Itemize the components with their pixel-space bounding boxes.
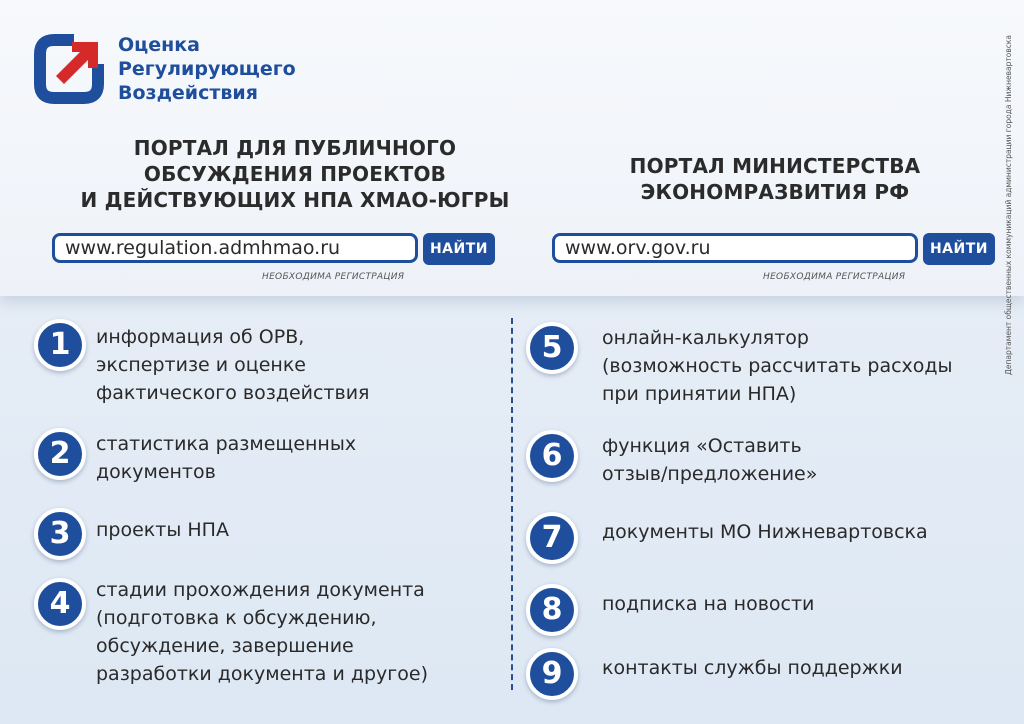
portal-title-line: ПОРТАЛ МИНИСТЕРСТВА (629, 154, 921, 178)
feature-text (602, 324, 953, 408)
orv-logo-icon (34, 34, 104, 104)
portal-left-registration-note: НЕОБХОДИМА РЕГИСТРАЦИЯ (262, 272, 405, 282)
feature-line: экспертизе и оценке (96, 354, 306, 376)
number-badge: 2 (34, 428, 86, 480)
feature-text (602, 432, 817, 488)
logo-line: Воздействия (118, 82, 258, 104)
feature-line: фактического воздействия (96, 382, 370, 404)
feature-line: подписка на новости (602, 593, 815, 615)
number-badge: 3 (34, 508, 86, 560)
number-badge: 5 (526, 322, 578, 374)
feature-text (96, 323, 369, 407)
feature-text (602, 654, 903, 682)
feature-text (96, 430, 356, 486)
number-badge: 6 (526, 430, 578, 482)
feature-text (602, 518, 928, 546)
number-badge: 8 (526, 584, 578, 636)
feature-line: статистика размещенных (96, 433, 357, 455)
feature-line: информация об ОРВ, (96, 326, 305, 348)
portal-left-url-field[interactable]: www.regulation.admhmao.ru (52, 233, 418, 263)
feature-line: отзыв/предложение» (602, 463, 818, 485)
logo-title (118, 33, 296, 105)
feature-line: (подготовка к обсуждению, (96, 607, 377, 629)
feature-text (96, 576, 428, 688)
portal-right-search-button[interactable]: НАЙТИ (923, 233, 995, 265)
side-credit: Департамент общественных коммуникаций администрации города Нижневартовска (1004, 34, 1013, 375)
feature-line: онлайн-калькулятор (602, 327, 809, 349)
number-badge: 1 (34, 319, 86, 371)
feature-line: (возможность рассчитать расходы (602, 355, 953, 377)
portal-right-url-field[interactable]: www.orv.gov.ru (552, 233, 918, 263)
feature-text (602, 590, 814, 618)
feature-line: разработки документа и другое) (96, 663, 428, 685)
portal-left-search-button[interactable]: НАЙТИ (423, 233, 495, 265)
feature-line: документов (96, 461, 216, 483)
logo-line: Регулирующего (118, 58, 296, 80)
column-divider (511, 318, 513, 690)
number-badge: 7 (526, 512, 578, 564)
portal-title-line: ОБСУЖДЕНИЯ ПРОЕКТОВ (143, 162, 447, 186)
portal-title-line: И ДЕЙСТВУЮЩИХ НПА ХМАО-ЮГРЫ (80, 188, 510, 212)
portal-right-registration-note: НЕОБХОДИМА РЕГИСТРАЦИЯ (763, 272, 906, 282)
feature-line: документы МО Нижневартовска (602, 521, 928, 543)
number-badge: 9 (526, 648, 578, 700)
feature-line: стадии прохождения документа (96, 579, 425, 601)
feature-line: проекты НПА (96, 519, 229, 541)
logo-line: Оценка (118, 34, 200, 56)
feature-line: функция «Оставить (602, 435, 802, 457)
feature-line: контакты службы поддержки (602, 657, 903, 679)
portal-title-line: ЭКОНОМРАЗВИТИЯ РФ (640, 180, 910, 204)
header-panel (0, 0, 1024, 296)
portal-right-title (540, 153, 1010, 205)
portal-title-line: ПОРТАЛ ДЛЯ ПУБЛИЧНОГО (133, 136, 457, 160)
feature-line: при принятии НПА) (602, 383, 797, 405)
feature-text (96, 516, 229, 544)
feature-line: обсуждение, завершение (96, 635, 354, 657)
portal-left-title (40, 135, 550, 213)
number-badge: 4 (34, 578, 86, 630)
